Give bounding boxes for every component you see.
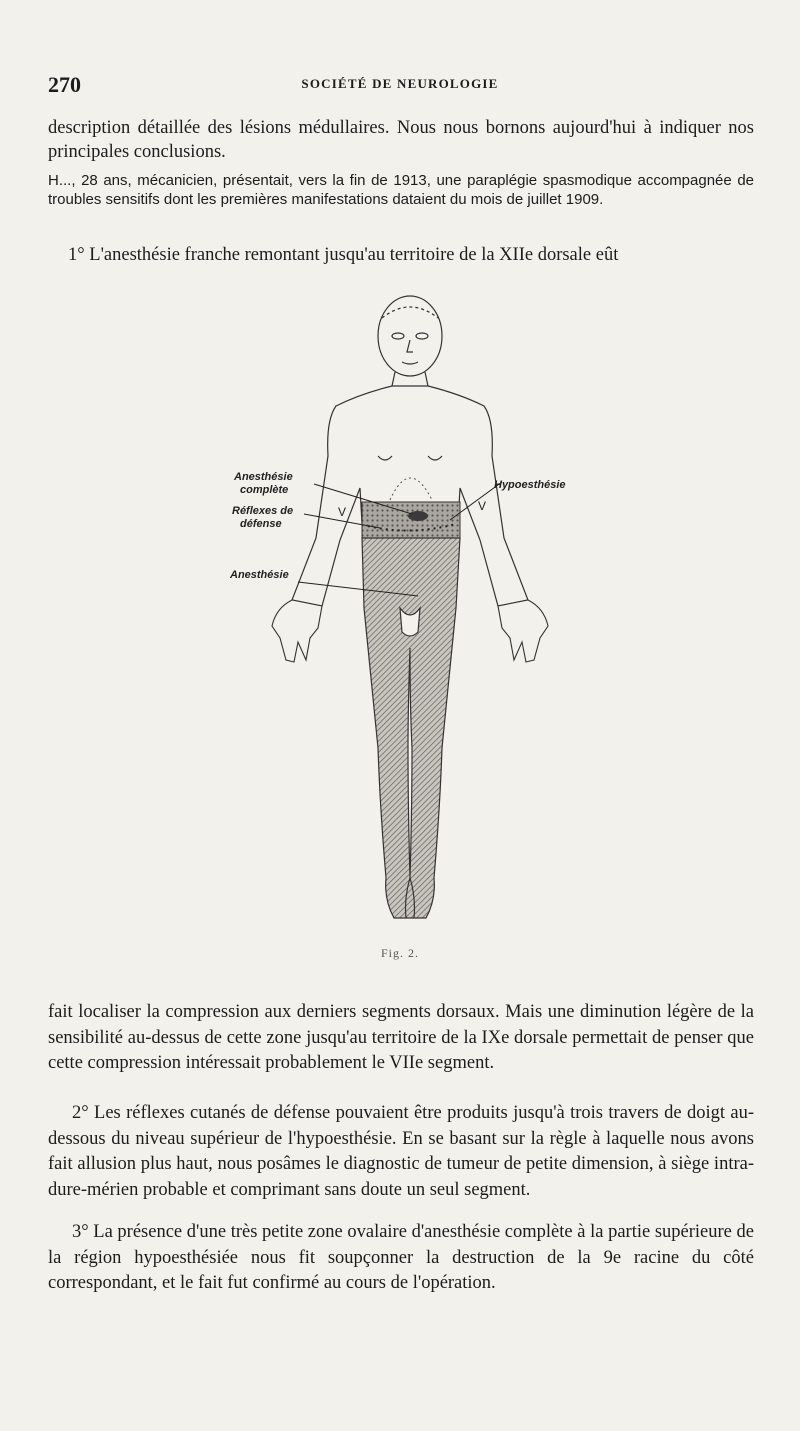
- mark-v-left: V: [338, 505, 347, 519]
- page-number: 270: [48, 72, 81, 97]
- paragraph-point-1-end: fait localiser la compression aux derniers segments dorsaux. Mais une diminution légère de la sensibilité au-dessus de cette zone jusqu'au territoire de la IXe dorsale permettait de penser que cette compression intéressait probablement le VIIe segment.: [48, 1002, 754, 1073]
- label-reflexes-1: Réflexes de: [232, 505, 294, 517]
- body-diagram: [220, 288, 600, 938]
- label-reflexes-2: défense: [240, 518, 282, 530]
- page-header: [48, 72, 752, 96]
- figure-caption: Fig. 2.: [380, 946, 419, 960]
- label-hypoesthesie: Hypoesthésie: [494, 479, 566, 491]
- figure-body-diagram: [220, 288, 600, 938]
- paragraph-intro: description détaillée des lésions médullaires. Nous nous bornons aujourd'hui à indiquer nos principales conclusions.: [48, 118, 754, 162]
- label-anesthesie-complete-1: Anesthésie: [234, 471, 293, 483]
- mark-v-right: V: [478, 499, 487, 513]
- running-head: SOCIÉTÉ DE NEUROLOGIE: [301, 76, 499, 91]
- paragraph-case: H..., 28 ans, mécanicien, présentait, vers la fin de 1913, une paraplégie spasmodique accompagnée de troubles sensitifs dont les premières manifestations dataient du mois de juillet 1909.: [48, 172, 754, 208]
- head-drawing: [378, 296, 442, 386]
- label-anesthesie: Anesthésie: [230, 569, 289, 581]
- paragraph-point-2: 2° Les réflexes cutanés de défense pouvaient être produits jusqu'à trois travers de doigt au-dessous du niveau supérieur de l'hypoesthésie. En se basant sur la règle à laquelle nous avons fait allusion plus haut, nous posâmes le diagnostic de tumeur de petite dimension, à siège intra-dure-mérien probable et comprimant sans doute un seul segment.: [48, 1103, 754, 1200]
- complete-anesthesia-oval: [408, 511, 428, 521]
- paragraph-point-3: 3° La présence d'une très petite zone ovalaire d'anesthésie complète à la partie supérieure de la région hypoesthésiée nous fit soupçonner la destruction de la 9e racine du côté correspondant, et le fait fut confirmé au cours de l'opération.: [48, 1222, 754, 1293]
- hypoesthesia-band: [362, 502, 460, 538]
- paragraph-point-1-start: 1° L'anesthésie franche remontant jusqu'au territoire de la XIIe dorsale eût: [68, 245, 619, 265]
- label-anesthesie-complete-2: complète: [240, 484, 289, 496]
